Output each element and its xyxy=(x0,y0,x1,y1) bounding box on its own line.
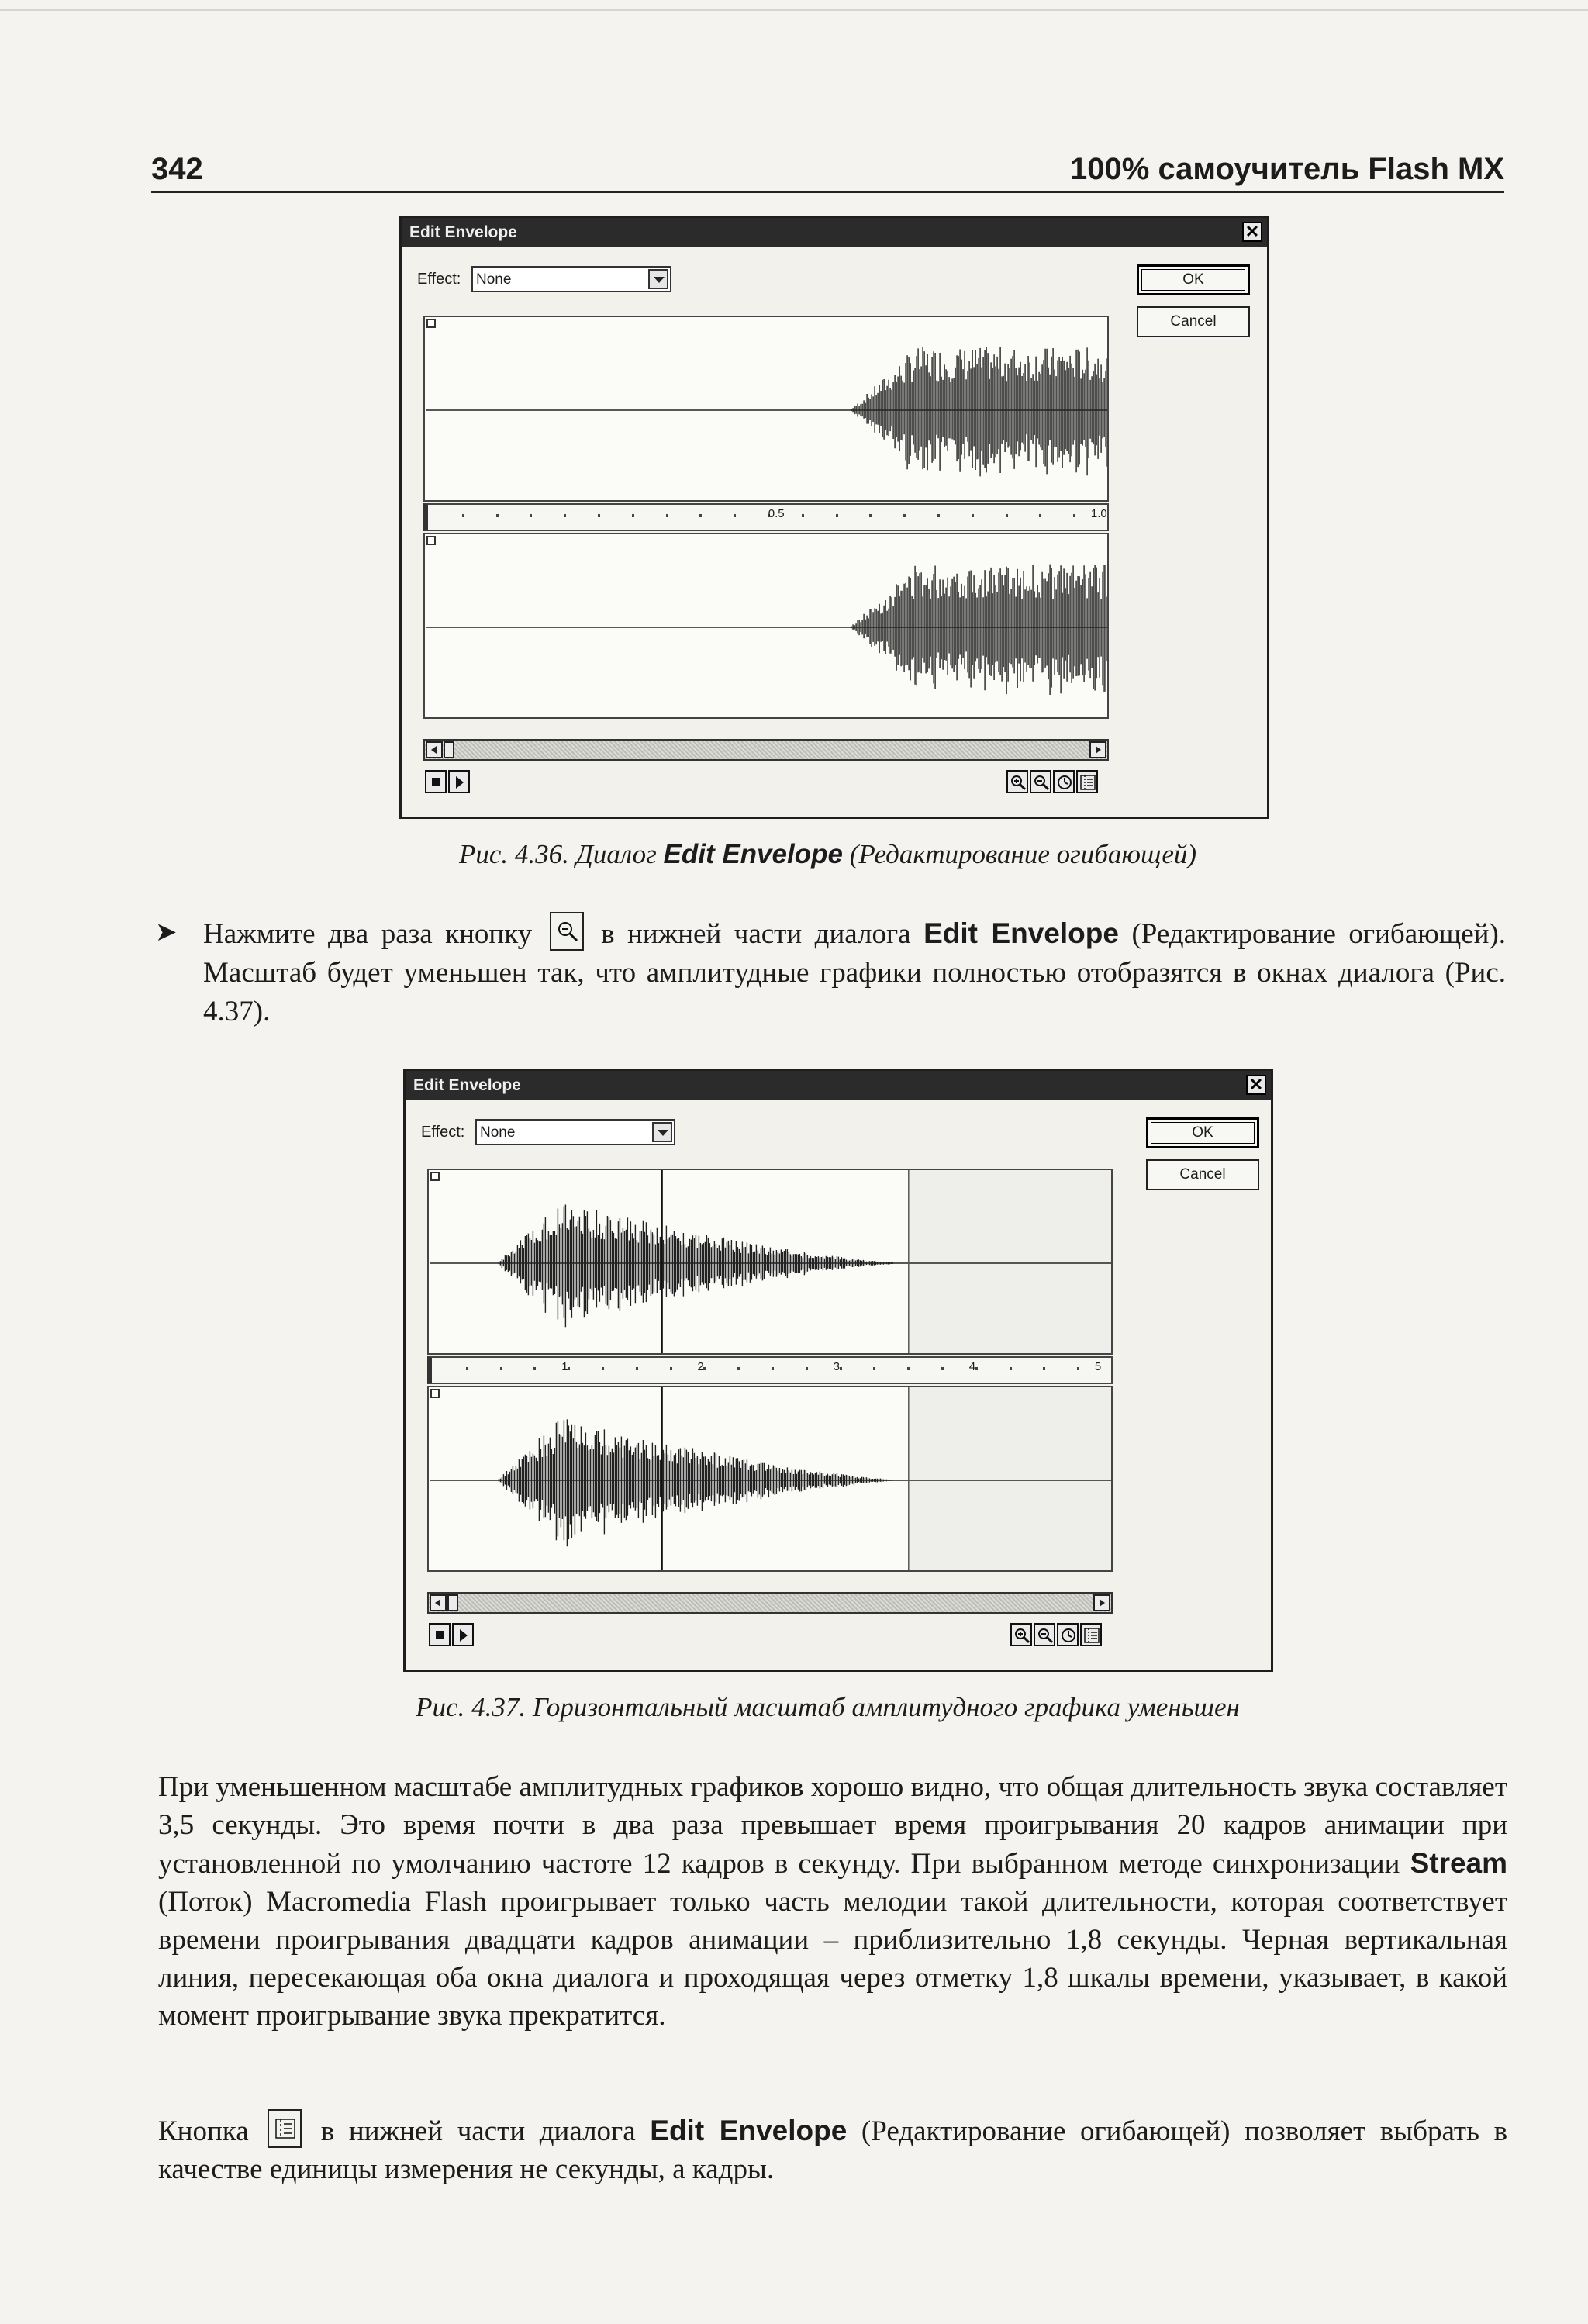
paragraph-text: При уменьшенном масштабе амплитудных графиков хорошо видно, что общая длительность звука составляет 3,5 секунды. Это время почти в два раза превышает время проигрывания 20 кадров анимации при установленной по умолчанию частоте 12 кадров в секунду. При выбранном методе синхронизации xyxy=(158,1771,1507,1880)
ruler-tick xyxy=(772,1367,774,1370)
waveform-right-graph xyxy=(429,1387,1113,1572)
ruler-tick xyxy=(496,514,499,517)
stop-button[interactable] xyxy=(425,770,447,793)
ruler-tick xyxy=(873,1367,875,1370)
waveform-left-graph xyxy=(429,1170,1113,1355)
waveform-right-channel[interactable] xyxy=(427,1386,1113,1572)
scroll-thumb[interactable] xyxy=(444,741,454,758)
bullet-arrow-icon: ➤ xyxy=(155,917,178,948)
ruler-tick xyxy=(1039,514,1041,517)
ruler-tick xyxy=(500,1367,502,1370)
bullet-text: (Редактирование огибающей). Масштаб будет уменьшен так, что амплитудные графики полностью отобразятся в окнах диалога (Рис. 4.37). xyxy=(203,918,1507,1027)
effect-value: None xyxy=(480,1124,516,1141)
zoom-in-icon xyxy=(1010,774,1027,791)
caption-dialog-name: Edit Envelope xyxy=(663,839,843,869)
zoom-in-button[interactable] xyxy=(1010,1623,1032,1646)
ruler-label: 1.0 xyxy=(1090,507,1107,520)
cancel-button[interactable]: Cancel xyxy=(1146,1159,1259,1190)
waveform-trace xyxy=(426,565,1109,695)
ruler-label: 5 xyxy=(1094,1360,1102,1373)
ruler-tick xyxy=(699,514,702,517)
stop-button[interactable] xyxy=(429,1623,451,1646)
figure-4-36-caption xyxy=(151,839,1504,870)
ruler-tick xyxy=(836,514,838,517)
figure-4-37-caption: Рис. 4.37. Горизонтальный масштаб амплитудного графика уменьшен xyxy=(416,1692,1240,1722)
ruler-tick xyxy=(670,1367,672,1370)
frames-units-button[interactable] xyxy=(1076,770,1098,793)
film-frames-icon xyxy=(1079,774,1096,791)
waveform-right-channel[interactable] xyxy=(423,533,1109,719)
scroll-thumb[interactable] xyxy=(447,1594,458,1611)
edit-envelope-dialog-zoomed-out xyxy=(403,1069,1273,1672)
ruler-tick xyxy=(703,1367,706,1370)
effect-value: None xyxy=(476,271,512,288)
ok-button[interactable]: OK xyxy=(1146,1117,1259,1148)
ok-button[interactable]: OK xyxy=(1137,264,1250,295)
zoom-out-button[interactable] xyxy=(1034,1623,1055,1646)
seconds-units-button[interactable] xyxy=(1057,1623,1079,1646)
scroll-left-icon[interactable] xyxy=(430,1594,447,1611)
waveform-right-graph xyxy=(425,534,1109,719)
ruler-label: 4 xyxy=(968,1360,976,1373)
ruler-tick xyxy=(941,1367,944,1370)
paragraph-text: (Поток) Macromedia Flash проигрывает только часть мелодии такой длительности, которая соответствует времени проигрывания двадцати кадров анимации – приблизительно 1,8 секунды. Черная вертикальная линия, пересекающая оба окна диалога и проходящая через отметку 1,8 шкалы времени, указывает, в какой момент проигрывание звука прекратится. xyxy=(158,1886,1507,2032)
waveform-left-channel[interactable] xyxy=(423,316,1109,502)
dialog-name: Edit Envelope xyxy=(650,2115,848,2146)
paragraph-duration xyxy=(158,1768,1507,2035)
ruler-tick xyxy=(907,1367,910,1370)
clock-icon xyxy=(1056,774,1073,791)
time-ruler xyxy=(427,1356,1113,1384)
dialog-name: Edit Envelope xyxy=(923,917,1119,949)
time-ruler xyxy=(423,503,1109,531)
ruler-tick xyxy=(1073,514,1075,517)
zoom-out-icon xyxy=(1037,1627,1054,1644)
page-number: 342 xyxy=(151,152,203,186)
effect-label: Effect: xyxy=(417,271,461,288)
seconds-units-button[interactable] xyxy=(1053,770,1075,793)
ruler-tick xyxy=(466,1367,468,1370)
ruler-tick xyxy=(533,1367,536,1370)
book-title: 100% самоучитель Flash MX xyxy=(1070,152,1504,186)
zoom-out-button[interactable] xyxy=(1030,770,1051,793)
ruler-tick xyxy=(462,514,464,517)
ruler-tick xyxy=(632,514,634,517)
ruler-label: 1 xyxy=(561,1360,568,1373)
ruler-tick xyxy=(802,514,804,517)
ruler-tick xyxy=(840,1367,842,1370)
effect-dropdown[interactable] xyxy=(471,266,671,292)
frames-button-inline xyxy=(268,2109,302,2148)
page-header xyxy=(151,152,1504,193)
dialog-titlebar xyxy=(406,1071,1271,1100)
ruler-label: 0.5 xyxy=(768,507,785,520)
ruler-tick xyxy=(734,514,736,517)
paragraph-text: (Редактирование огибающей) позволяет выбрать в качестве единицы измерения не секунды, а кадры. xyxy=(158,2115,1508,2185)
ruler-tick xyxy=(530,514,532,517)
ruler-tick xyxy=(972,514,974,517)
paragraph-text: Кнопка xyxy=(158,2115,249,2147)
play-button[interactable] xyxy=(452,1623,474,1646)
ruler-tick xyxy=(598,514,600,517)
sync-method-name: Stream xyxy=(1410,1847,1508,1879)
empty-region xyxy=(910,1387,1113,1572)
ruler-tick xyxy=(975,1367,978,1370)
horizontal-scrollbar[interactable] xyxy=(423,739,1109,761)
chevron-down-icon[interactable] xyxy=(648,269,668,289)
ruler-tick xyxy=(602,1367,604,1370)
dialog-title: Edit Envelope xyxy=(413,1076,521,1094)
envelope-handle[interactable] xyxy=(426,536,436,545)
play-button[interactable] xyxy=(448,770,470,793)
close-button[interactable]: ✕ xyxy=(1246,1075,1266,1095)
ruler-label: 2 xyxy=(697,1360,704,1373)
ruler-tick xyxy=(564,514,566,517)
clock-icon xyxy=(1060,1627,1077,1644)
scroll-right-icon[interactable] xyxy=(1093,1594,1110,1611)
ruler-tick xyxy=(636,1367,638,1370)
ruler-tick xyxy=(869,514,872,517)
chevron-down-icon[interactable] xyxy=(652,1122,672,1142)
scan-edge-line xyxy=(0,9,1588,11)
ruler-label: 3 xyxy=(833,1360,840,1373)
dialog-titlebar xyxy=(402,218,1267,247)
waveform-left-channel[interactable] xyxy=(427,1169,1113,1355)
ruler-tick xyxy=(1010,1367,1012,1370)
zoom-out-icon xyxy=(556,920,579,943)
envelope-handle[interactable] xyxy=(426,319,436,328)
caption-text: (Редактирование огибающей) xyxy=(849,839,1197,869)
paragraph-frames-button xyxy=(158,2109,1507,2188)
cancel-button[interactable]: Cancel xyxy=(1137,306,1250,337)
dialog-title: Edit Envelope xyxy=(409,223,517,241)
waveform-left-graph xyxy=(425,317,1109,502)
effect-dropdown[interactable] xyxy=(475,1119,675,1145)
zoom-out-button-inline xyxy=(550,912,584,951)
ruler-tick xyxy=(903,514,906,517)
ruler-tick xyxy=(1043,1367,1045,1370)
horizontal-scrollbar[interactable] xyxy=(427,1592,1113,1614)
frames-units-button[interactable] xyxy=(1080,1623,1102,1646)
empty-region xyxy=(910,1170,1113,1355)
close-button[interactable]: ✕ xyxy=(1242,222,1262,242)
ruler-tick xyxy=(1006,514,1008,517)
bullet-text: Нажмите два раза кнопку xyxy=(203,918,533,950)
ruler-tick xyxy=(806,1367,808,1370)
paragraph-text: в нижней части диалога xyxy=(320,2115,636,2147)
film-frames-icon xyxy=(1083,1627,1100,1644)
ruler-tick xyxy=(666,514,668,517)
ruler-tick xyxy=(1077,1367,1079,1370)
ruler-tick xyxy=(937,514,940,517)
scroll-right-icon[interactable] xyxy=(1089,741,1106,758)
instruction-bullet xyxy=(203,912,1506,1031)
zoom-out-icon xyxy=(1033,774,1050,791)
ruler-tick xyxy=(737,1367,740,1370)
film-frames-icon xyxy=(274,2117,297,2140)
zoom-in-button[interactable] xyxy=(1006,770,1028,793)
envelope-handle[interactable] xyxy=(430,1389,440,1398)
caption-text: Рис. 4.36. Диалог xyxy=(458,839,657,869)
ruler-tick xyxy=(568,1367,570,1370)
envelope-handle[interactable] xyxy=(430,1172,440,1181)
bullet-text: в нижней части диалога xyxy=(601,918,911,950)
scroll-left-icon[interactable] xyxy=(426,741,443,758)
waveform-trace xyxy=(426,347,1109,477)
edit-envelope-dialog-zoomed-in xyxy=(399,216,1269,819)
effect-label: Effect: xyxy=(421,1124,465,1141)
zoom-in-icon xyxy=(1013,1627,1030,1644)
